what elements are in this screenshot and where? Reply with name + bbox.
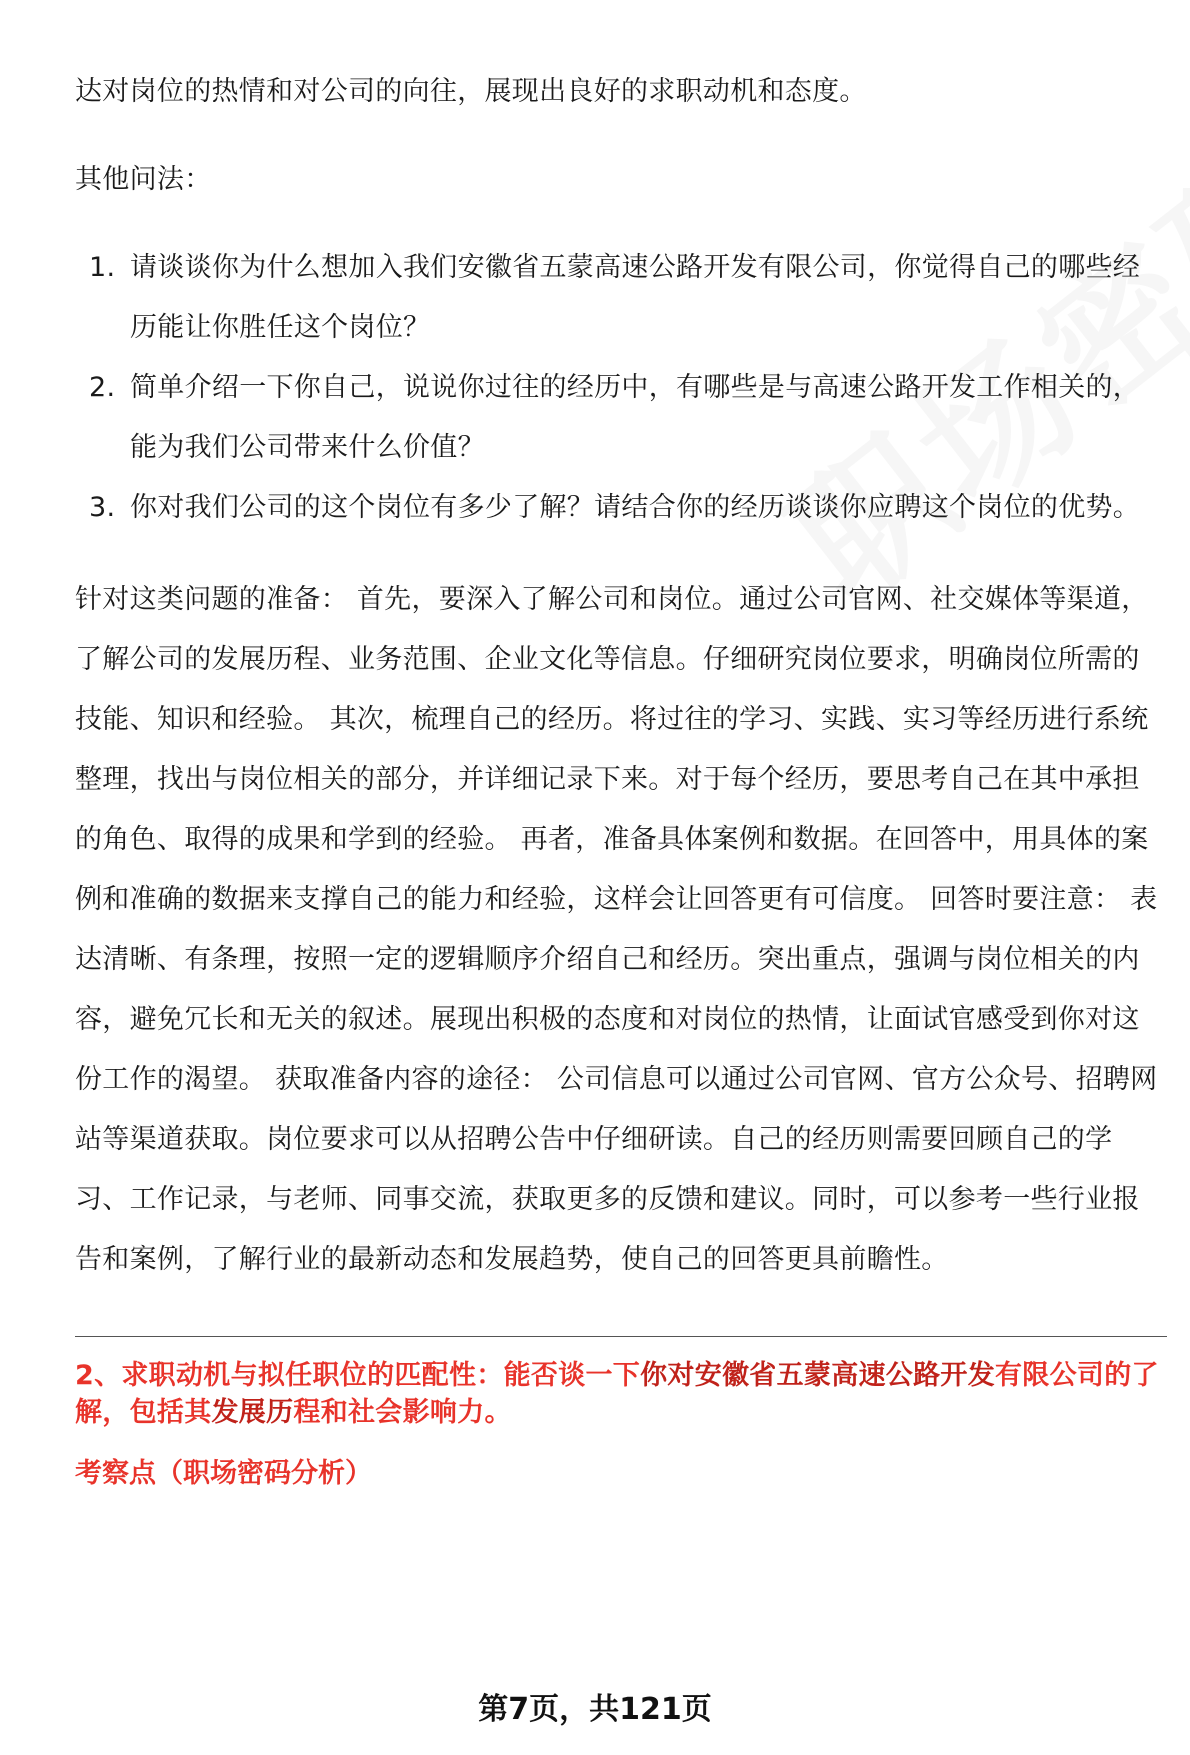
list-item: [75, 358, 1165, 478]
question-heading-emphasis: 你对安徽省五蒙高速公路开发: [640, 1360, 995, 1391]
list-item-number: 3.: [89, 492, 116, 523]
other-questions-list: [75, 238, 1165, 538]
preparation-paragraph: 针对这类问题的准备： 首先，要深入了解公司和岗位。通过公司官网、社交媒体等渠道，了解公司的发展历程、业务范围、企业文化等信息。仔细研究岗位要求，明确岗位所需的技能、知识和经验。 其次，梳理自己的经历。将过往的学习、实践、实习等经历进行系统整理，找出与岗位相关的部分，并详细记录下来。对于每个经历，要思考自己在其中承担的角色、取得的成果和学到的经验。 再者，准备具体案例和数据。在回答中，用具体的案例和准确的数据来支撑自己的能力和经验，这样会让回答更有可信度。 回答时要注意： 表达清晰、有条理，按照一定的逻辑顺序介绍自己和经历。突出重点，强调与岗位相关的内容，避免冗长和无关的叙述。展现出积极的态度和对岗位的热情，让面试官感受到你对这份工作的渴望。 获取准备内容的途径： 公司信息可以通过公司官网、官方公众号、招聘网站等渠道获取。岗位要求可以从招聘公告中仔细研读。自己的经历则需要回顾自己的学习、工作记录，与老师、同事交流，获取更多的反馈和建议。同时，可以参考一些行业报告和案例，了解行业的最新动态和发展趋势，使自己的回答更具前瞻性。: [75, 584, 1158, 1275]
list-item-text: 简单介绍一下你自己，说说你过往的经历中，有哪些是与高速公路开发工作相关的，能为我们公司带来什么价值？: [130, 372, 1141, 463]
question-heading-part: 程和社会影响力。: [293, 1397, 512, 1428]
list-item: [75, 238, 1165, 358]
question-heading-part: 有限公司的了解，包括其: [75, 1360, 1159, 1428]
question-heading: [75, 1357, 1165, 1431]
page-number: 第7页，共121页: [478, 1692, 712, 1727]
question-heading-emphasis: 发展历: [211, 1397, 294, 1428]
document-page: [75, 62, 1165, 1494]
other-questions-label: 其他问法：: [75, 164, 212, 195]
continued-paragraph: 达对岗位的热情和对公司的向往，展现出良好的求职动机和态度。: [75, 76, 867, 107]
section-divider: [75, 1336, 1167, 1337]
analysis-heading: 考察点（职场密码分析）: [75, 1458, 372, 1489]
list-item-text: 请谈谈你为什么想加入我们安徽省五蒙高速公路开发有限公司，你觉得自己的哪些经历能让你胜任这个岗位？: [130, 252, 1141, 343]
list-item-text: 你对我们公司的这个岗位有多少了解？请结合你的经历谈谈你应聘这个岗位的优势。: [130, 492, 1141, 523]
question-heading-part: 2、求职动机与拟任职位的匹配性：能否谈一下: [75, 1360, 641, 1391]
list-item-number: 1.: [89, 252, 116, 283]
list-item-number: 2.: [89, 372, 116, 403]
list-item: [75, 478, 1165, 538]
